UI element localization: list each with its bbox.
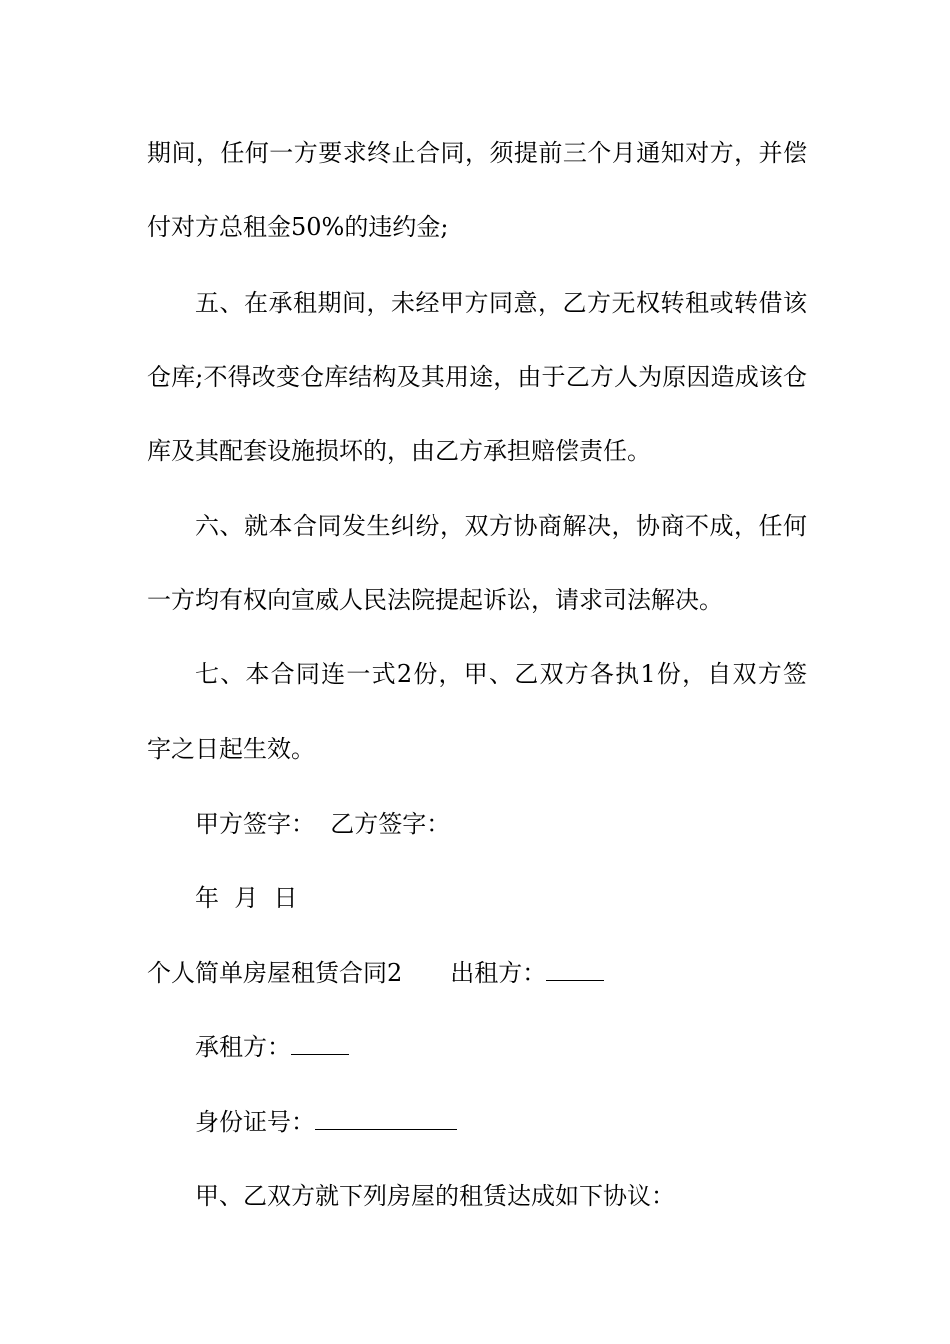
agreement-line: 甲、乙双方就下列房屋的租赁达成如下协议： [195, 1182, 675, 1210]
signature-line: 甲方签字： 乙方签字： [195, 810, 451, 838]
paragraph-line: 付对方总租金50%的违约金; [147, 213, 449, 241]
paragraph-line: 仓库;不得改变仓库结构及其用途，由于乙方人为原因造成该仓 [147, 363, 807, 391]
signature-date: 年 月 日 [195, 884, 298, 912]
paragraph-line: 七、本合同连一式2份，甲、乙双方各执1份，自双方签 [195, 660, 807, 688]
paragraph-line: 库及其配套设施损坏的，由乙方承担赔偿责任。 [147, 437, 651, 465]
id-label: 身份证号： [195, 1108, 315, 1136]
lessor-blank [546, 958, 604, 981]
lessee-line [195, 1031, 807, 1063]
id-number-line [195, 1106, 807, 1138]
lessee-label: 承租方： [195, 1033, 291, 1061]
paragraph-line: 六、就本合同发生纠纷，双方协商解决，协商不成，任何 [195, 512, 807, 540]
paragraph-line: 一方均有权向宣威人民法院提起诉讼，请求司法解决。 [147, 586, 723, 614]
id-blank [315, 1107, 457, 1130]
contract-title: 个人简单房屋租赁合同2 [147, 959, 403, 987]
lessor-label: 出租方： [450, 959, 547, 987]
contract-title-line [147, 957, 807, 989]
paragraph-line: 五、在承租期间，未经甲方同意，乙方无权转租或转借该 [195, 289, 807, 317]
paragraph-line: 字之日起生效。 [147, 735, 315, 763]
paragraph-line: 期间，任何一方要求终止合同，须提前三个月通知对方，并偿 [147, 139, 807, 167]
lessee-blank [291, 1032, 349, 1055]
